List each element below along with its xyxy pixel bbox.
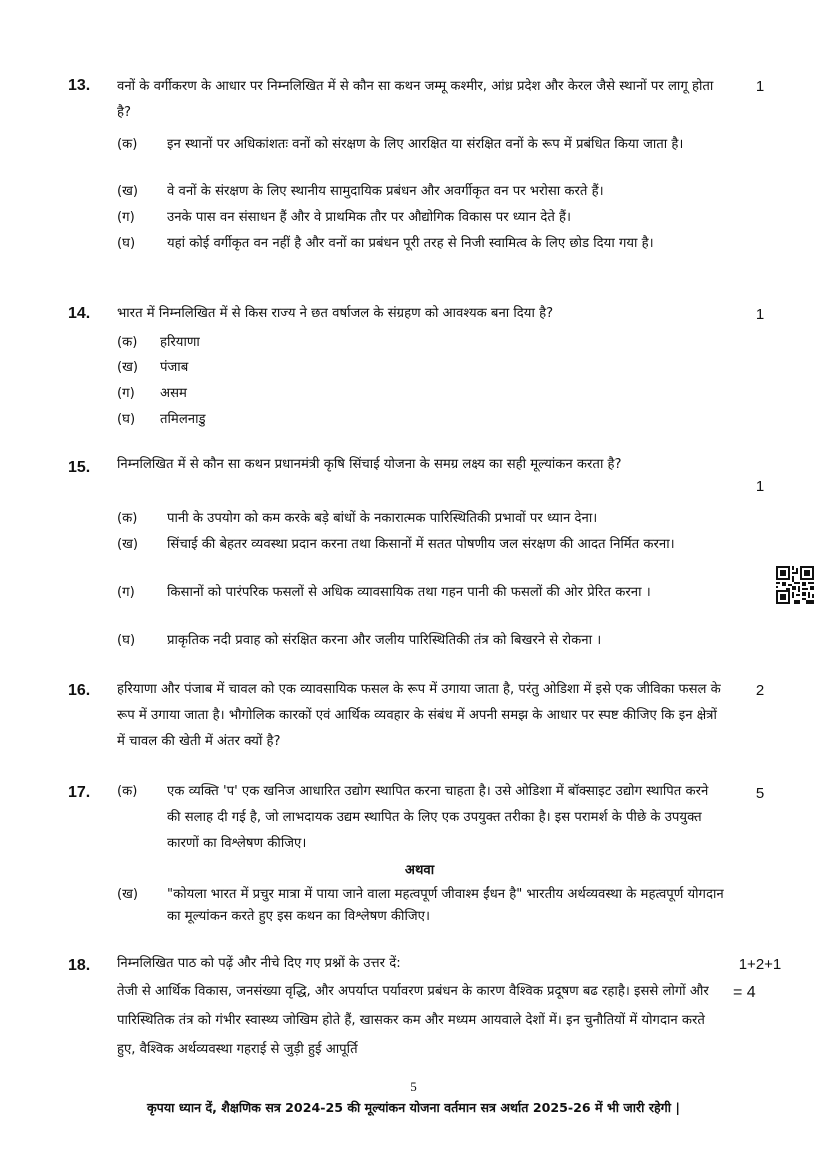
question-stem: निम्नलिखित में से कौन सा कथन प्रधानमंत्री कृषि सिंचाई योजना के समग्र लक्ष्य का सही मूल्यांकन करता है?: [117, 457, 622, 472]
option-label: (घ): [117, 412, 136, 427]
question-number: 13.: [68, 77, 91, 94]
option-text: वे वनों के संरक्षण के लिए स्थानीय सामुदायिक प्रबंधन और अवर्गीकृत वन पर भरोसा करते हैं।: [167, 184, 604, 199]
option-label: (ख): [117, 537, 139, 552]
option-text: उनके पास वन संसाधन हैं और वे प्राथमिक तौर पर औद्योगिक विकास पर ध्यान देते हैं।: [167, 210, 572, 225]
option-label: (ख): [117, 360, 139, 375]
question-marks-total: = 4: [733, 984, 756, 1001]
option-text: प्राकृतिक नदी प्रवाह को संरक्षित करना और जलीय पारिस्थितिकी तंत्र को बिखरने से रोकना ।: [167, 633, 602, 648]
question-number: 17.: [68, 784, 91, 801]
qr-code-icon: [776, 566, 814, 604]
question-marks: 1: [755, 478, 765, 495]
option-text: हरियाणा: [160, 335, 200, 350]
question-stem: वनों के वर्गीकरण के आधार पर निम्नलिखित में से कौन सा कथन जम्मू कश्मीर, आंध्र प्रदेश और केरल जैसे स्थानों पर लागू होता है?: [117, 79, 714, 120]
option-label: (क): [117, 511, 138, 526]
option-text: किसानों को पारंपरिक फसलों से अधिक व्यावसायिक तथा गहन पानी की फसलों की ओर प्रेरित करना ।: [167, 585, 651, 600]
option-text: यहां कोई वर्गीकृत वन नहीं है और वनों का प्रबंधन पूरी तरह से निजी स्वामित्व के लिए छोड दिया गया है।: [167, 236, 654, 251]
option-text: "कोयला भारत में प्रचुर मात्रा में पाया जाने वाला महत्वपूर्ण जीवाश्म ईंधन है" भारतीय अर्थव्यवस्था के महत्वपूर्ण योगदान का मूल्यांकन करते हुए इस कथन का विश्लेषण कीजिए।: [167, 887, 724, 924]
option-label: (क): [117, 137, 138, 152]
option-text: तमिलनाडु: [160, 412, 206, 427]
question-number: 16.: [68, 682, 91, 699]
question-number: 15.: [68, 459, 91, 476]
reading-passage: तेजी से आर्थिक विकास, जनसंख्या वृद्धि, और अपर्याप्त पर्यावरण प्रबंधन के कारण वैश्विक प्रदूषण बढ रहाहै। इससे लोगों और पारिस्थितिक तंत्र को गंभीर स्वास्थ्य जोखिम होते हैं, खासकर कम और मध्यम आयवाले देशों में। इन चुनौतियों में योगदान करते हुए, वैश्विक अर्थव्यवस्था गहराई से जुड़ी हुई आपूर्ति: [117, 984, 709, 1057]
footer-note: कृपया ध्यान दें, शैक्षणिक सत्र 2024-25 की मूल्यांकन योजना वर्तमान सत्र अर्थात 2025-26 में भी जारी रहेगी |: [147, 1100, 680, 1115]
option-label: (क): [117, 784, 138, 799]
or-separator: अथवा: [404, 863, 435, 878]
option-text: पंजाब: [160, 360, 189, 375]
question-marks: 5: [755, 785, 765, 802]
page-number: 5: [410, 1079, 417, 1094]
option-text: इन स्थानों पर अधिकांशतः वनों को संरक्षण के लिए आरक्षित या संरक्षित वनों के रूप में प्रबंधित किया जाता है।: [167, 137, 684, 152]
option-label: (घ): [117, 236, 136, 251]
question-number: 18.: [68, 957, 91, 974]
option-label: (ग): [117, 210, 135, 225]
option-label: (ग): [117, 386, 135, 401]
option-label: (क): [117, 335, 138, 350]
option-text: पानी के उपयोग को कम करके बड़े बांधों के नकारात्मक पारिस्थितिकी प्रभावों पर ध्यान देना।: [167, 511, 598, 526]
question-stem: निम्नलिखित पाठ को पढ़ें और नीचे दिए गए प्रश्नों के उत्तर दें:: [117, 956, 401, 971]
option-text: सिंचाई की बेहतर व्यवस्था प्रदान करना तथा किसानों में सतत पोषणीय जल संरक्षण की आदत निर्मित करना।: [167, 537, 675, 552]
question-stem: भारत में निम्नलिखित में से किस राज्य ने छत वर्षाजल के संग्रहण को आवश्यक बना दिया है?: [117, 306, 554, 321]
question-marks: 1: [755, 78, 765, 95]
question-marks: 2: [755, 682, 765, 699]
option-label: (ख): [117, 887, 139, 902]
question-marks: 1: [755, 306, 765, 323]
option-text: असम: [160, 386, 187, 401]
question-number: 14.: [68, 305, 91, 322]
option-label: (ग): [117, 585, 135, 600]
question-marks: 1+2+1: [738, 956, 782, 973]
question-stem: हरियाणा और पंजाब में चावल को एक व्यावसायिक फसल के रूप में उगाया जाता है, परंतु ओडिशा में इसे एक जीविका फसल के रूप में उगाया जाता है। भौगोलिक कारकों एवं आर्थिक व्यवहार के संबंध में अपनी समझ के आधार पर स्पष्ट कीजिए कि इन क्षेत्रों में चावल की खेती में अंतर क्यों है?: [117, 682, 721, 749]
option-text: एक व्यक्ति 'प' एक खनिज आधारित उद्योग स्थापित करना चाहता है। उसे ओडिशा में बॉक्साइट उद्योग स्थापित करने की सलाह दी गई है, जो लाभदायक उद्यम स्थापित के लिए एक उपयुक्त तरीका है। इस परामर्श के पीछे के उपयुक्त कारणों का विश्लेषण कीजिए।: [167, 784, 709, 851]
option-label: (ख): [117, 184, 139, 199]
option-label: (घ): [117, 633, 136, 648]
